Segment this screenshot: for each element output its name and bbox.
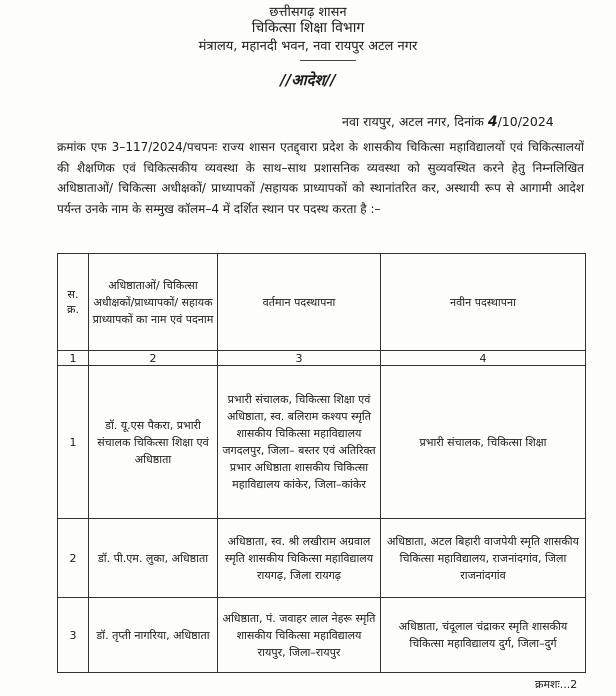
header-new-posting: नवीन पदस्थापना <box>381 254 586 351</box>
date-rest: /10/2024 <box>497 114 554 129</box>
row-new-posting: प्रभारी संचालक, चिकित्सा शिक्षा <box>381 366 586 519</box>
transfer-table <box>57 253 586 673</box>
office-address: मंत्रालय, महानदी भवन, नवा रायपुर अटल नगर <box>198 39 418 54</box>
government-name: छत्तीसगढ़ शासन <box>269 5 347 20</box>
date-day: 4 <box>487 114 498 130</box>
row-current-posting: अधिष्ठाता, स्व. श्री लखीराम अग्रवाल स्मृति शासकीय चिकित्सा महाविद्यालय रायगढ़, जिला रायगढ़ <box>218 519 381 598</box>
continued-marker: क्रमशः...2 <box>535 678 578 691</box>
column-number: 1 <box>58 351 89 366</box>
column-number: 3 <box>218 351 381 366</box>
header-serial: स. क्र. <box>58 254 89 351</box>
place-prefix: नवा रायपुर, अटल नगर, दिनांक <box>342 114 484 129</box>
row-serial: 1 <box>58 366 89 519</box>
header-current-posting: वर्तमान पदस्थापना <box>218 254 381 351</box>
column-number: 2 <box>89 351 218 366</box>
table-row <box>58 519 586 598</box>
row-name: डॉ. पी.एम. लुका, अधिष्ठाता <box>89 519 218 598</box>
row-serial: 3 <box>58 598 89 673</box>
column-number-row <box>58 351 586 366</box>
order-title: //आदेश// <box>280 71 336 89</box>
row-new-posting: अधिष्ठाता, अटल बिहारी वाजपेयी स्मृति शासकीय चिकित्सा महाविद्यालय, राजनांदगांव, जिला राजनांदगांव <box>381 519 586 598</box>
department-name: चिकित्सा शिक्षा विभाग <box>251 20 365 36</box>
place-and-date <box>342 113 554 130</box>
row-current-posting: अधिष्ठाता, पं. जवाहर लाल नेहरू स्मृति शासकीय चिकित्सा महाविद्यालय रायपुर, जिला–रायपुर <box>218 598 381 673</box>
table-row <box>58 598 586 673</box>
table-header-row <box>58 254 586 351</box>
row-name: डॉ. यू.एस पैकरा, प्रभारी संचालक चिकित्सा शिक्षा एवं अधिष्ठाता <box>89 366 218 519</box>
row-current-posting: प्रभारी संचालक, चिकित्सा शिक्षा एवं अधिष्ठाता, स्व. बलिराम कश्यप स्मृति शासकीय चिकित्सा महाविद्यालय जगदलपुर, जिला– बस्तर एवं अतिरिक्त प्रभार अधिष्ठाता शासकीय चिकित्सा महाविद्यालय कांकेर, जिला–कांकेर <box>218 366 381 519</box>
order-paragraph: क्रमांक एफ 3–117/2024/पचपनः राज्य शासन एतद्द्वारा प्रदेश के शासकीय चिकित्सा महाविद्यालयों एवं चिकित्सालयों की शैक्षणिक एवं चिकित्सकीय व्यवस्था के साथ–साथ प्रशासनिक व्यवस्था को सुव्यवस्थित करने हेतु निम्नलिखित अधिष्ठाताओं/ चिकित्सा अधीक्षकों/ प्राध्यापकों /सहायक प्राध्यापकों को स्थानांतरित कर, अस्थायी रूप से आगामी आदेश पर्यन्त उनके नाम के सम्मुख कॉलम–4 में दर्शित स्थान पर पदस्थ करता है :– <box>57 140 584 216</box>
row-name: डॉ. तृप्ती नागरिया, अधिष्ठाता <box>89 598 218 673</box>
column-number: 4 <box>381 351 586 366</box>
header-name: अधिष्ठाताओं/ चिकित्सा अधीक्षकों/प्राध्यापकों/ सहायक प्राध्यापकों का नाम एवं पदनाम <box>89 254 218 351</box>
header-divider <box>300 60 356 61</box>
table-row <box>58 366 586 519</box>
row-serial: 2 <box>58 519 89 598</box>
row-new-posting: अधिष्ठाता, चंदूलाल चंद्राकर स्मृति शासकीय चिकित्सा महाविद्यालय दुर्ग, जिला–दुर्ग <box>381 598 586 673</box>
